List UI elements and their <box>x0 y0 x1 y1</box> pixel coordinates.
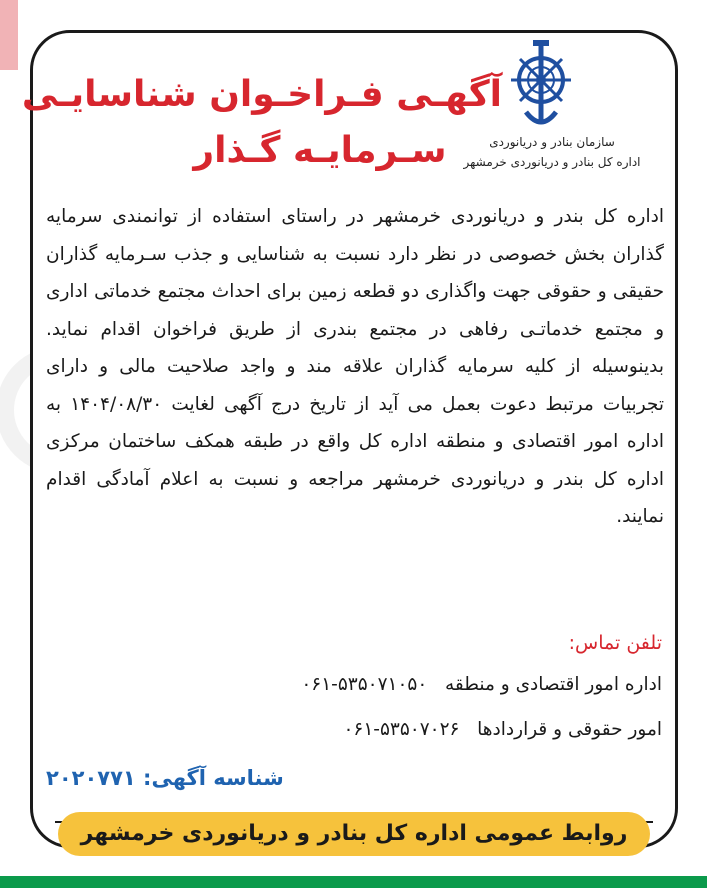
contact-phone: ۰۶۱-۵۳۵۰۷۰۲۶ <box>343 719 460 740</box>
org-subname: اداره کل بنادر و دریانوردی خرمشهر <box>463 155 641 169</box>
contact-title: تلفن تماس: <box>568 632 662 654</box>
contact-label: امور حقوقی و قراردادها <box>477 719 662 740</box>
contact-row <box>150 674 662 695</box>
footer-band: روابط عمومی اداره کل بنادر و دریانوردی خرمشهر <box>58 812 650 856</box>
org-name: سازمان بنادر و دریانوردی <box>489 135 615 149</box>
notice-body: اداره کل بندر و دریانوردی خرمشهر در راستای استفاده از توانمندی سرمایه گذاران بخش خصوصی در نظر دارد نسبت به شناسایی و جذب سـرمایه گذاران حقیقی و حقوقی جهت واگذاری دو قطعه زمین برای احداث مجتمع خدماتی اداری و مجتمع خدماتـی رفاهی در مجتمع بندری از طریق فراخوان اقدام نماید. بدینوسیله از کلیه سرمایه گذاران علاقه مند و واجد صلاحیت مالی و دارای تجربیات مرتبط دعوت بعمل می آید از تاریخ درج آگهی لغایت ۱۴۰۴/۰۸/۳۰ به اداره امور اقتصادی و منطقه اداره کل واقع در طبقه همکف ساختمان مرکزی اداره کل بندر و دریانوردی خرمشهر مراجعه و نسبت به اعلام آمادگی اقدام نمایند. <box>46 206 664 527</box>
contact-label: اداره امور اقتصادی و منطقه <box>444 674 662 695</box>
contact-row <box>150 719 662 740</box>
ports-logo <box>506 36 576 132</box>
corner-mark <box>0 0 18 70</box>
contact-phone: ۰۶۱-۵۳۵۰۷۱۰۵۰ <box>301 674 428 695</box>
ad-id: شناسه آگهی: ۲۰۲۰۷۷۱ <box>46 766 284 790</box>
notice-title: آگهـی فـراخـوان شناسایـی <box>21 74 502 115</box>
bottom-bar <box>0 876 707 888</box>
notice-subtitle: سـرمایـه گـذار <box>193 130 447 171</box>
